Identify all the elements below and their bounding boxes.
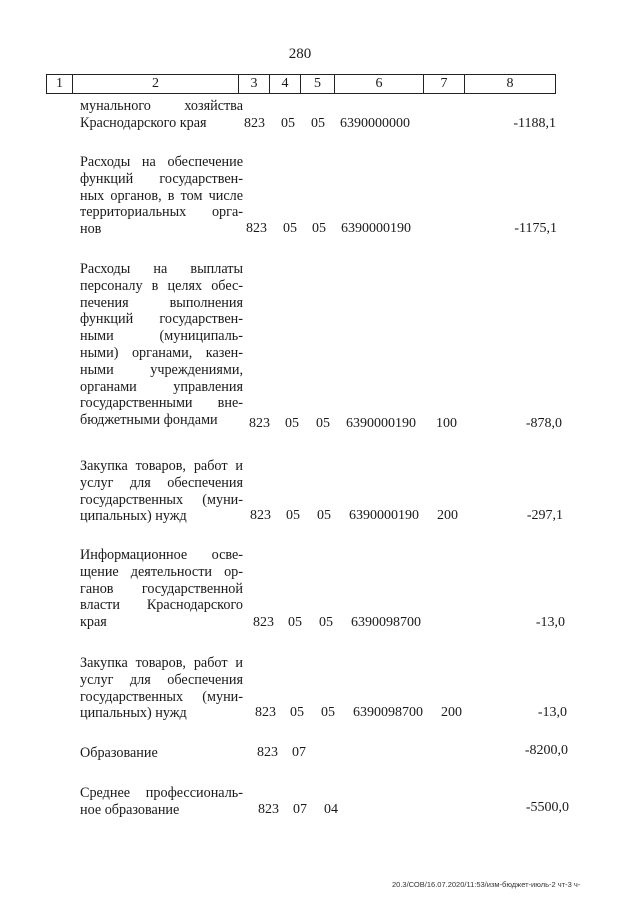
cell-section: 07: [293, 802, 307, 817]
cell-subsection: 05: [311, 116, 325, 131]
cell-section: 05: [285, 416, 299, 431]
description-line: печения выполнения: [80, 294, 243, 311]
description-line: функций государствен-: [80, 170, 243, 187]
cell-target-article: 6390098700: [351, 615, 421, 630]
description-line: ными (муниципаль-: [80, 328, 243, 345]
description-line: нов: [80, 221, 102, 238]
cell-amount: -13,0: [535, 615, 565, 630]
document-footer: 20.3/СОВ/16.07.2020/11:53/изм-бюджет-июль-2 чт-3 ч-: [392, 880, 581, 889]
cell-code: 823: [244, 116, 265, 131]
table-row-description: [80, 458, 243, 525]
description-line: щение деятельности ор-: [80, 563, 243, 580]
cell-code: 823: [258, 802, 279, 817]
cell-subsection: 05: [316, 416, 330, 431]
cell-section: 05: [290, 705, 304, 720]
cell-expense-type: 100: [436, 416, 457, 431]
cell-subsection: 05: [319, 615, 333, 630]
cell-section: 05: [286, 508, 300, 523]
cell-subsection: 04: [324, 802, 338, 817]
column-header-6: 6: [334, 74, 423, 94]
cell-subsection: 05: [312, 221, 326, 236]
cell-target-article: 6390000190: [346, 416, 416, 431]
column-header-1: 1: [46, 74, 72, 94]
cell-code: 823: [257, 745, 278, 760]
description-line: ных органов, в том числе: [80, 187, 243, 204]
description-line: ными) органами, казен-: [80, 344, 243, 361]
cell-section: 05: [288, 615, 302, 630]
description-line: государственными вне-: [80, 395, 243, 412]
description-line: Расходы на выплаты: [80, 261, 243, 277]
page-number: 280: [288, 46, 312, 62]
description-line: функций государствен-: [80, 311, 243, 328]
cell-target-article: 6390000000: [340, 116, 410, 131]
cell-code: 823: [249, 416, 270, 431]
column-header-4: 4: [269, 74, 300, 94]
cell-section: 05: [281, 116, 295, 131]
cell-code: 823: [250, 508, 271, 523]
description-line: ными учреждениями,: [80, 361, 243, 378]
description-line: персоналу в целях обес-: [80, 277, 243, 294]
column-header-3: 3: [238, 74, 269, 94]
description-line: Закупка товаров, работ и: [80, 655, 243, 671]
description-line: услуг для обеспечения: [80, 474, 243, 491]
cell-section: 07: [292, 745, 306, 760]
table-row-description: [80, 745, 243, 762]
description-line: государственных (муни-: [80, 688, 243, 705]
cell-target-article: 6390000190: [349, 508, 419, 523]
cell-section: 05: [283, 221, 297, 236]
description-line: территориальных орга-: [80, 204, 243, 221]
description-line: Образование: [80, 745, 158, 761]
cell-target-article: 6390000190: [341, 221, 411, 236]
column-header-7: 7: [423, 74, 464, 94]
cell-target-article: 6390098700: [353, 705, 423, 720]
cell-amount: -1175,1: [514, 221, 557, 236]
description-line: ципальных) нужд: [80, 705, 187, 722]
table-row-description: [80, 154, 243, 238]
description-line: Информационное осве-: [80, 547, 243, 563]
description-line: бюджетными фондами: [80, 412, 218, 429]
cell-amount: -5500,0: [525, 800, 569, 815]
table-row-description: [80, 547, 243, 631]
description-line: услуг для обеспечения: [80, 671, 243, 688]
description-line: Среднее профессиональ-: [80, 785, 243, 801]
column-header-2: 2: [72, 74, 238, 94]
cell-subsection: 05: [317, 508, 331, 523]
cell-amount: -297,1: [526, 508, 563, 523]
cell-code: 823: [253, 615, 274, 630]
cell-amount: -13,0: [537, 705, 567, 720]
description-line: государственных (муни-: [80, 491, 243, 508]
description-line: ганов государственной: [80, 580, 243, 597]
description-line: края: [80, 614, 107, 631]
table-row-description: [80, 261, 243, 429]
table-row-description: [80, 785, 243, 819]
column-header-8: 8: [464, 74, 556, 94]
cell-expense-type: 200: [437, 508, 458, 523]
cell-code: 823: [246, 221, 267, 236]
description-line: Краснодарского края: [80, 114, 207, 131]
description-line: власти Краснодарского: [80, 597, 243, 614]
description-line: мунального хозяйства: [80, 98, 243, 114]
description-line: ципальных) нужд: [80, 508, 187, 525]
description-line: органами управления: [80, 378, 243, 395]
description-line: Закупка товаров, работ и: [80, 458, 243, 474]
cell-subsection: 05: [321, 705, 335, 720]
cell-expense-type: 200: [441, 705, 462, 720]
description-line: Расходы на обеспечение: [80, 154, 243, 170]
description-line: ное образование: [80, 801, 180, 818]
cell-amount: -1188,1: [513, 116, 556, 131]
cell-code: 823: [255, 705, 276, 720]
column-header-5: 5: [300, 74, 334, 94]
table-row-description: [80, 98, 243, 132]
cell-amount: -878,0: [525, 416, 562, 431]
cell-amount: -8200,0: [524, 743, 568, 758]
table-row-description: [80, 655, 243, 722]
